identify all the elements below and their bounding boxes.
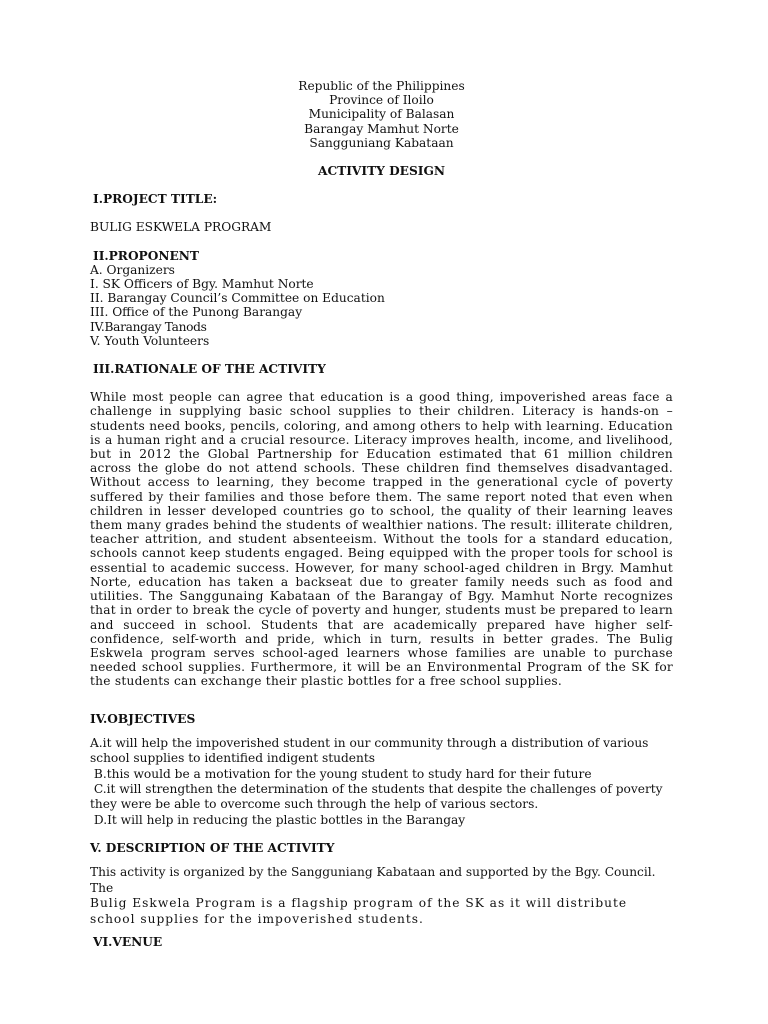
proponent-item: III. Office of the Punong Barangay <box>90 305 303 320</box>
rationale-text: While most people can agree that education is a good thing, impoverished areas face a challenge in supplying basic school supplies to their children. Literacy is hands-on – students need books, pencils, coloring, and among others to help with learning. Education is a human right and a crucial resource. Literacy improves health, income, and livelihood, but in 2012 the Global Partnership for Education estimated that 61 million children across the globe do not attend schools. These children find themselves disadvantaged. Without access to learning, they become trapped in the generational cycle of poverty suffered by their families and those before them. The same report noted that even when children in lesser developed countries go to school, the quality of their learning leaves them many grades behind the students of wealthier nations. The result: illiterate children, teacher attrition, and student absenteeism. Without the tools for a standard education, schools cannot keep students engaged. Being equipped with the proper tools for school is essential to academic success. However, for many school-aged children in Brgy. Mamhut Norte, education has taken a backseat due to greater family needs such as food and utilities. The Sanggunaing Kabataan of the Barangay of Bgy. Mamhut Norte recognizes that in order to break the cycle of poverty and hunger, students must be prepared to learn and succeed in school. Students that are academically prepared have higher self- confidence, self-worth and pride, which in turn, results in better grades. The Bulig Eskwela program serves school-aged learners whose families are unable to purchase needed school supplies. Furthermore, it will be an Environmental Program of the SK for the students can exchange their plastic bottles for a free school supplies. <box>90 390 673 689</box>
header-line-province: Province of Iloilo <box>329 93 434 108</box>
rationale-heading: III.RATIONALE OF THE ACTIVITY <box>93 362 326 377</box>
header-line-republic: Republic of the Philippines <box>298 79 465 93</box>
proponent-item: IV.Barangay Tanods <box>90 319 207 334</box>
description-text-line1: This activity is organized by the Sangguniang Kabataan and supported by the Bgy. Council. The <box>90 865 656 895</box>
proponent-heading: II.PROPONENT <box>93 248 199 263</box>
venue-heading: VI.VENUE <box>93 934 163 949</box>
header-line-sk: Sangguniang Kabataan <box>309 135 454 150</box>
objective-item: D.It will help in reducing the plastic bottles in the Barangay <box>90 812 466 827</box>
header-line-barangay: Barangay Mamhut Norte <box>304 121 459 136</box>
document-page <box>90 79 673 949</box>
document-title: ACTIVITY DESIGN <box>317 164 445 179</box>
header-line-municipality: Municipality of Balasan <box>308 107 455 122</box>
objective-item: B.this would be a motivation for the young student to study hard for their future <box>90 766 592 781</box>
objectives-heading: IV.OBJECTIVES <box>90 711 196 726</box>
proponent-item: II. Barangay Council’s Committee on Education <box>90 291 385 306</box>
proponent-item: V. Youth Volunteers <box>90 333 210 348</box>
project-title-heading: I.PROJECT TITLE: <box>93 192 218 207</box>
document-header <box>90 79 673 150</box>
proponent-item: I. SK Officers of Bgy. Mamhut Norte <box>90 277 314 292</box>
objective-item: C.it will strengthen the determination of the students that despite the challenges of poverty they were be able to overcome such through the help of various sectors. <box>90 781 667 812</box>
description-text-rest: Bulig Eskwela Program is a flagship program of the SK as it will distribute school supplies for the impoverished students. <box>90 896 628 926</box>
project-title-value: BULIG ESKWELA PROGRAM <box>90 220 272 235</box>
objective-item: A.it will help the impoverished student in our community through a distribution of various school supplies to identified indigent students <box>90 735 653 766</box>
proponent-item: A. Organizers <box>90 262 175 277</box>
description-heading: V. DESCRIPTION OF THE ACTIVITY <box>90 841 335 856</box>
